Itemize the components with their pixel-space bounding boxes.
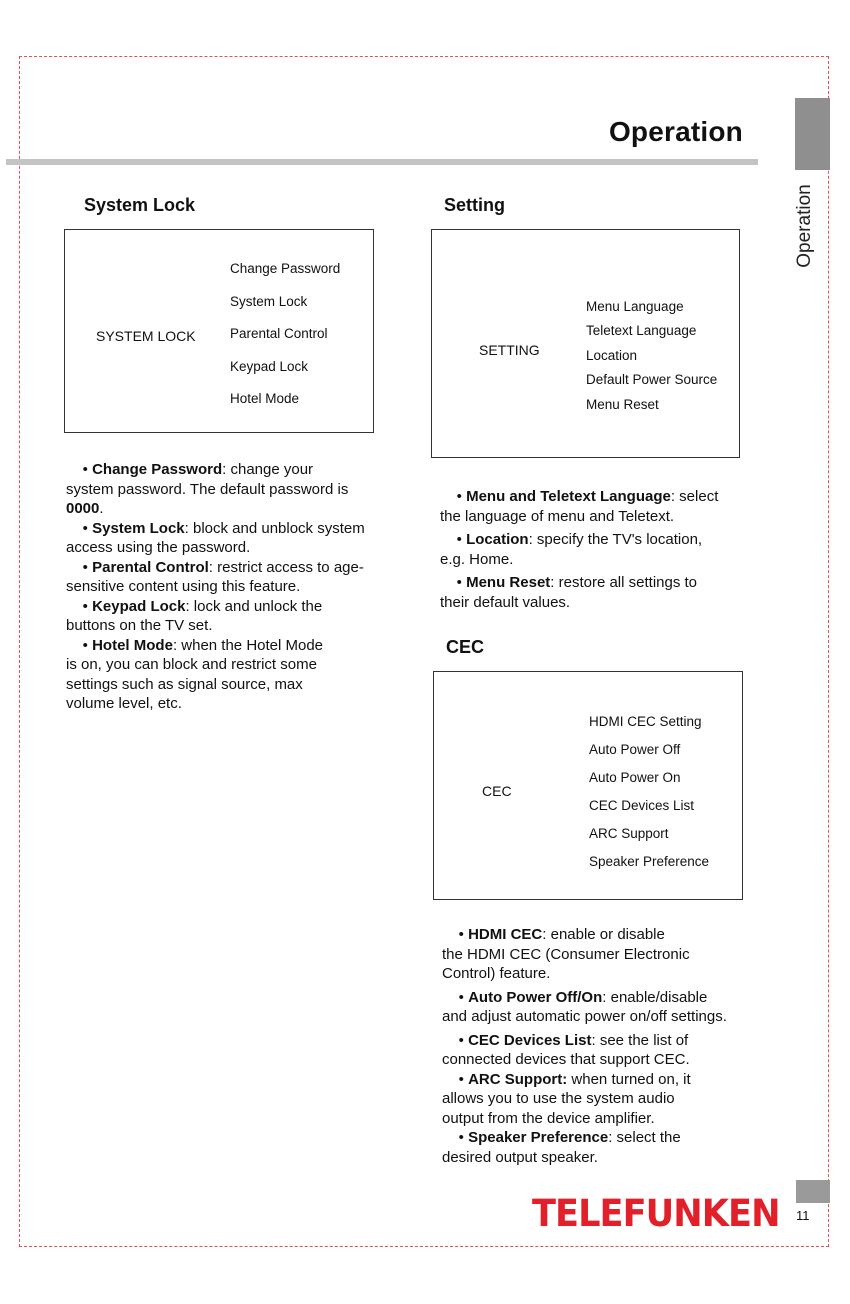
page-number: 11	[796, 1208, 810, 1223]
system-lock-menu-name: SYSTEM LOCK	[96, 328, 196, 344]
desc-change-password: • Change Password: change your system password. The default password is 0000.	[66, 461, 349, 517]
cec-menu-diagram	[433, 671, 743, 900]
desc-menu-teletext-language: • Menu and Teletext Language: select the language of menu and Teletext.	[440, 488, 719, 525]
title-divider	[6, 159, 758, 165]
menu-item-arc-support: ARC Support	[589, 826, 669, 841]
menu-item-keypad-lock: Keypad Lock	[230, 359, 309, 374]
desc-arc-support: • ARC Support: when turned on, it allows you to use the system audio output from the device amplifier.	[442, 1070, 691, 1127]
page-number-tab	[796, 1180, 830, 1203]
desc-parental-control: • Parental Control: restrict access to age- sensitive content using this feature.	[66, 558, 364, 595]
desc-menu-reset: • Menu Reset: restore all settings to their default values.	[440, 574, 698, 611]
menu-item-location: Location	[586, 348, 638, 363]
desc-location: • Location: specify the TV's location, e.g. Home.	[440, 531, 703, 568]
setting-descriptions	[440, 487, 770, 612]
menu-item-menu-reset: Menu Reset	[586, 397, 659, 412]
side-tab-marker	[795, 98, 830, 170]
page-title: Operation	[608, 116, 743, 147]
telefunken-logo: TELEFUNKEN	[532, 1192, 780, 1235]
desc-auto-power: • Auto Power Off/On: enable/disable and adjust automatic power on/off settings.	[442, 988, 727, 1025]
system-lock-menu-diagram	[64, 229, 374, 433]
side-section-label: Operation	[794, 184, 815, 268]
system-lock-descriptions	[66, 460, 406, 714]
desc-keypad-lock: • Keypad Lock: lock and unlock the buttons on the TV set.	[66, 597, 323, 634]
menu-item-system-lock: System Lock	[230, 294, 308, 309]
menu-item-hotel-mode: Hotel Mode	[230, 391, 300, 406]
menu-item-parental-control: Parental Control	[230, 326, 328, 341]
setting-menu-name: SETTING	[479, 342, 540, 358]
desc-hdmi-cec: • HDMI CEC: enable or disable the HDMI CEC (Consumer Electronic Control) feature.	[442, 926, 690, 982]
desc-cec-devices-list: • CEC Devices List: see the list of connected devices that support CEC.	[442, 1031, 690, 1068]
cec-menu-name: CEC	[482, 783, 512, 799]
menu-item-speaker-preference: Speaker Preference	[589, 854, 710, 869]
cec-descriptions	[442, 925, 782, 1167]
menu-item-menu-language: Menu Language	[586, 299, 684, 314]
menu-item-cec-devices-list: CEC Devices List	[589, 798, 695, 813]
menu-item-teletext-language: Teletext Language	[586, 323, 697, 338]
menu-item-auto-power-off: Auto Power Off	[589, 742, 681, 757]
cec-heading: CEC	[446, 637, 485, 657]
desc-speaker-preference: • Speaker Preference: select the desired output speaker.	[442, 1129, 681, 1166]
desc-hotel-mode: • Hotel Mode: when the Hotel Mode is on, you can block and restrict some settings such as signal source, max volume level, etc.	[66, 636, 324, 712]
menu-item-default-power-source: Default Power Source	[586, 372, 718, 387]
system-lock-heading: System Lock	[84, 195, 196, 215]
menu-item-auto-power-on: Auto Power On	[589, 770, 681, 785]
setting-heading: Setting	[444, 195, 505, 215]
desc-system-lock: • System Lock: block and unblock system access using the password.	[66, 519, 365, 556]
setting-menu-diagram	[431, 229, 740, 458]
menu-item-change-password: Change Password	[230, 261, 341, 276]
menu-item-hdmi-cec-setting: HDMI CEC Setting	[589, 714, 702, 729]
